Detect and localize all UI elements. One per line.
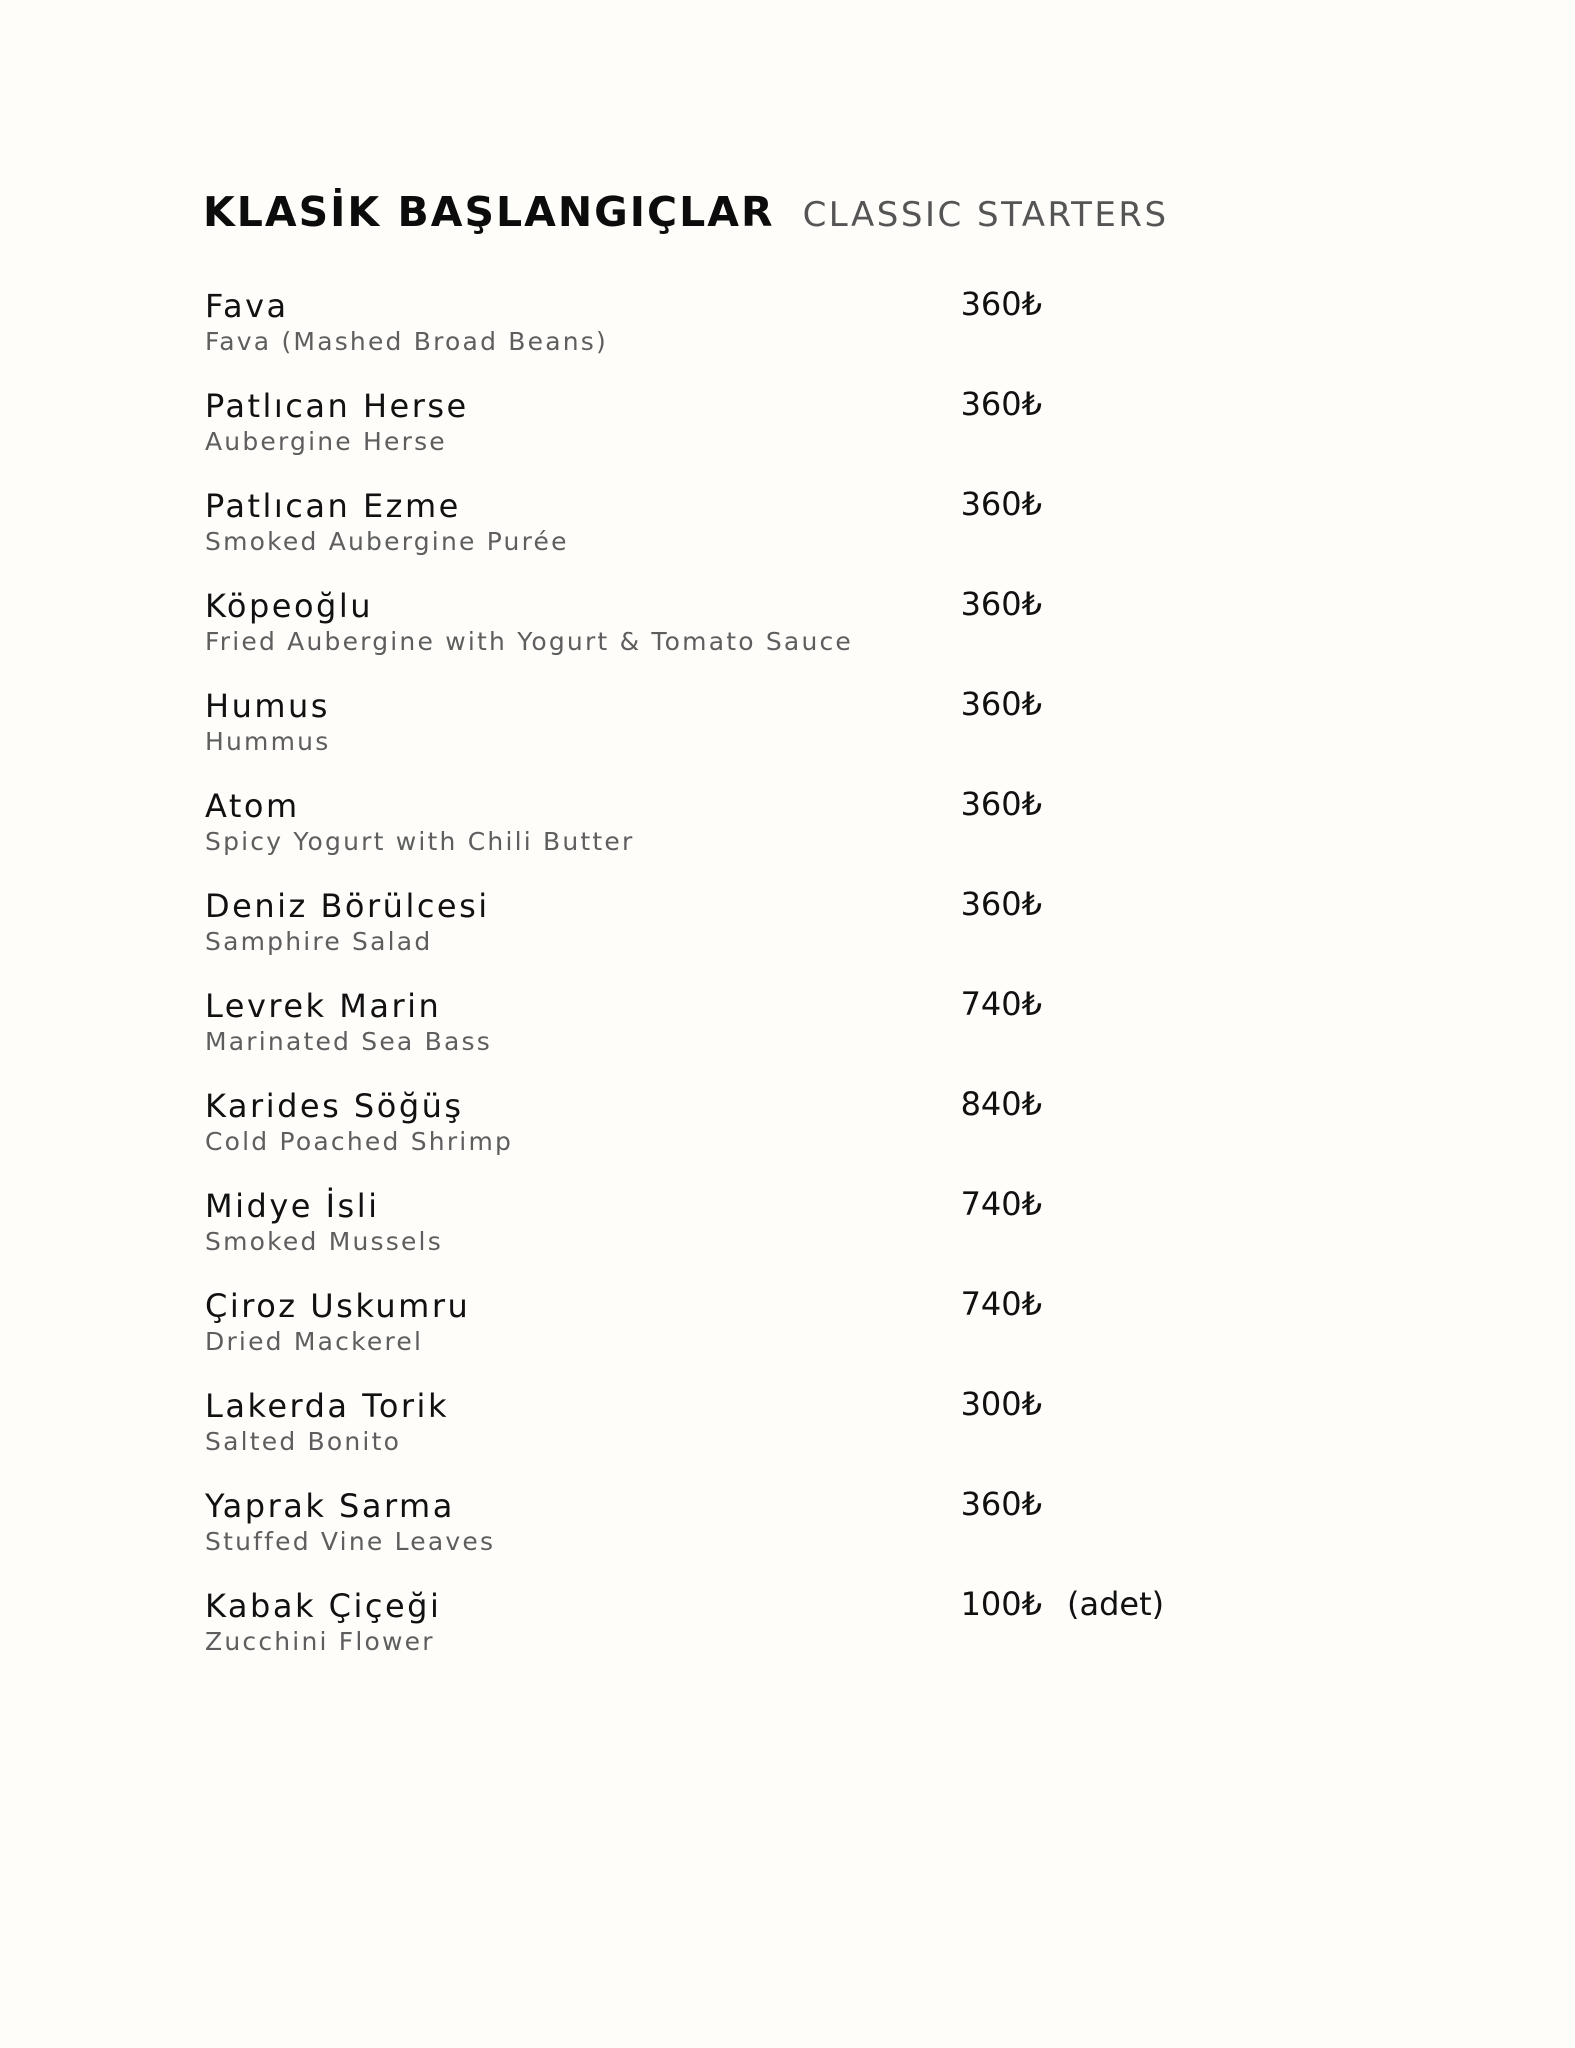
item-name: Yaprak Sarma xyxy=(205,1487,455,1525)
menu-item xyxy=(0,1087,1575,1177)
menu-item xyxy=(0,287,1575,377)
item-description: Aubergine Herse xyxy=(205,427,447,456)
item-price: 100₺ xyxy=(960,1585,1042,1623)
item-description: Samphire Salad xyxy=(205,927,433,956)
item-unit-note: (adet) xyxy=(1067,1585,1165,1623)
menu-item xyxy=(0,1287,1575,1377)
item-name: Deniz Börülcesi xyxy=(205,887,490,925)
item-name: Lakerda Torik xyxy=(205,1387,449,1425)
item-description: Cold Poached Shrimp xyxy=(205,1127,514,1156)
item-name: Köpeoğlu xyxy=(205,587,374,625)
item-price: 360₺ xyxy=(960,885,1042,923)
item-name: Çiroz Uskumru xyxy=(205,1287,471,1325)
item-name: Midye İsli xyxy=(205,1187,380,1225)
item-price: 360₺ xyxy=(960,585,1042,623)
item-description: Hummus xyxy=(205,727,331,756)
section-title-turkish: KLASİK BAŞLANGIÇLAR xyxy=(203,188,775,236)
menu-item xyxy=(0,387,1575,477)
menu-item xyxy=(0,1587,1575,1677)
item-price: 360₺ xyxy=(960,685,1042,723)
item-price: 360₺ xyxy=(960,1485,1042,1523)
menu-item xyxy=(0,687,1575,777)
item-name: Kabak Çiçeği xyxy=(205,1587,442,1625)
item-name: Patlıcan Herse xyxy=(205,387,469,425)
item-price: 740₺ xyxy=(960,1285,1042,1323)
item-price: 740₺ xyxy=(960,985,1042,1023)
item-price: 360₺ xyxy=(960,485,1042,523)
section-title-english: CLASSIC STARTERS xyxy=(802,195,1169,235)
item-price: 740₺ xyxy=(960,1185,1042,1223)
item-name: Humus xyxy=(205,687,330,725)
menu-item xyxy=(0,587,1575,677)
item-price: 300₺ xyxy=(960,1385,1042,1423)
menu-item xyxy=(0,987,1575,1077)
item-description: Dried Mackerel xyxy=(205,1327,424,1356)
item-description: Smoked Aubergine Purée xyxy=(205,527,569,556)
item-name: Karides Söğüş xyxy=(205,1087,464,1125)
item-description: Fried Aubergine with Yogurt & Tomato Sauce xyxy=(205,627,854,656)
item-description: Salted Bonito xyxy=(205,1427,402,1456)
item-description: Fava (Mashed Broad Beans) xyxy=(205,327,608,356)
menu-item xyxy=(0,1187,1575,1277)
menu-item xyxy=(0,787,1575,877)
menu-item xyxy=(0,1387,1575,1477)
item-description: Spicy Yogurt with Chili Butter xyxy=(205,827,635,856)
item-price: 840₺ xyxy=(960,1085,1042,1123)
item-description: Smoked Mussels xyxy=(205,1227,443,1256)
menu-item xyxy=(0,887,1575,977)
item-name: Patlıcan Ezme xyxy=(205,487,461,525)
item-name: Atom xyxy=(205,787,300,825)
item-name: Fava xyxy=(205,287,289,325)
item-description: Stuffed Vine Leaves xyxy=(205,1527,496,1556)
item-price: 360₺ xyxy=(960,285,1042,323)
item-description: Zucchini Flower xyxy=(205,1627,435,1656)
item-name: Levrek Marin xyxy=(205,987,442,1025)
item-price: 360₺ xyxy=(960,785,1042,823)
item-price: 360₺ xyxy=(960,385,1042,423)
item-description: Marinated Sea Bass xyxy=(205,1027,492,1056)
menu-item xyxy=(0,487,1575,577)
menu-item xyxy=(0,1487,1575,1577)
section-heading xyxy=(203,188,1169,236)
